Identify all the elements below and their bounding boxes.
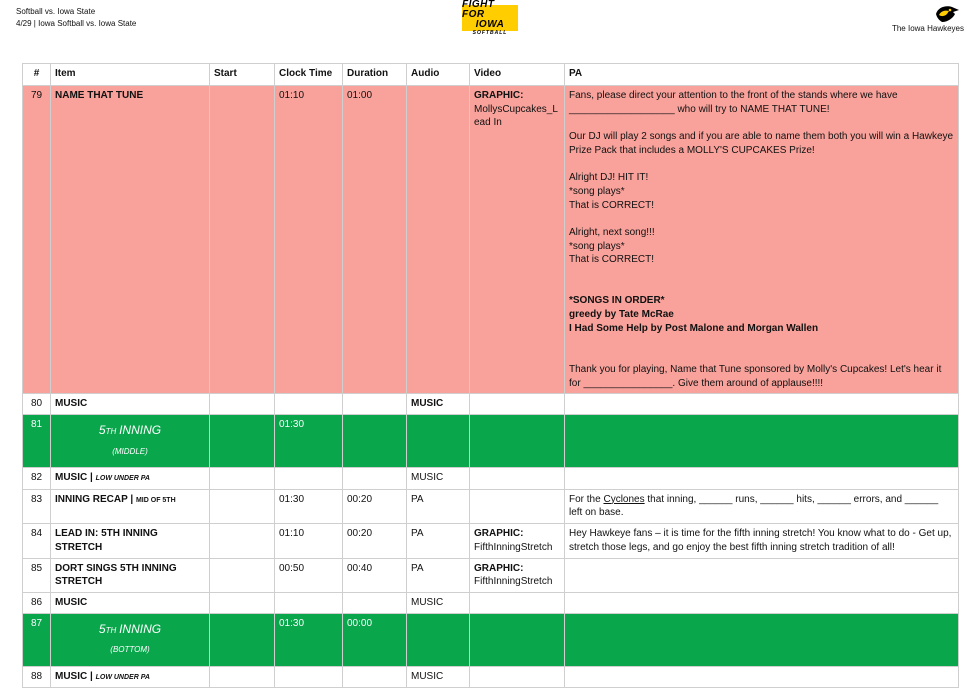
item-label: INNING RECAP |: [55, 493, 134, 505]
video-file: FifthInningStretch: [474, 576, 553, 588]
row-pa: [565, 86, 959, 394]
pa-underlined-text: Cyclones: [603, 493, 645, 505]
inning-number: 5: [98, 621, 106, 636]
pa-song1-block: [569, 171, 954, 212]
row-pa: [565, 415, 959, 468]
table-row: [23, 394, 959, 415]
row-clock: [275, 468, 343, 490]
row-video: [470, 613, 565, 666]
row-start: [210, 666, 275, 688]
inning-sub: (BOTTOM): [110, 645, 150, 655]
page-header: [16, 6, 136, 30]
event-subtitle: 4/29 | Iowa Softball vs. Iowa State: [16, 19, 137, 28]
video-label: GRAPHIC:: [474, 528, 524, 540]
table-row: [23, 415, 959, 468]
row-clock: 01:30: [275, 415, 343, 468]
table-row: [23, 613, 959, 666]
row-start: [210, 415, 275, 468]
row-duration: [343, 666, 407, 688]
row-duration: 00:40: [343, 558, 407, 592]
fight-for-iowa-logo: [462, 0, 518, 36]
row-video: [470, 558, 565, 592]
table-row: [23, 592, 959, 613]
pa-text: For the: [569, 493, 601, 505]
pa-outro: Thank you for playing, Name that Tune sponsored by Molly's Cupcakes! Let's hear it for ________________. Give them around of applause!!!!: [569, 363, 942, 389]
row-start: [210, 613, 275, 666]
pa-line: *song plays*: [569, 185, 625, 197]
row-number: 88: [23, 666, 51, 688]
row-audio: [407, 613, 470, 666]
songs-title: *SONGS IN ORDER*: [569, 295, 665, 307]
row-duration: 00:20: [343, 489, 407, 523]
row-duration: [343, 592, 407, 613]
pa-line: That is CORRECT!: [569, 199, 655, 211]
row-item: [51, 666, 210, 688]
item-label: MUSIC |: [55, 472, 93, 484]
col-video: Video: [470, 64, 565, 86]
inning-suffix: TH: [105, 427, 117, 437]
row-item: NAME THAT TUNE: [51, 86, 210, 394]
row-item: [51, 489, 210, 523]
row-clock: 01:30: [275, 613, 343, 666]
row-start: [210, 558, 275, 592]
video-file: MollysCupcakes_Lead In: [474, 103, 558, 129]
pa-line: That is CORRECT!: [569, 254, 655, 266]
pa-intro: Fans, please direct your attention to the front of the stands where we have ___________________ who will try to NAME THAT TUNE!: [569, 90, 898, 115]
songs-list: [569, 294, 954, 335]
row-number: 82: [23, 468, 51, 490]
item-note: LOW UNDER PA: [95, 673, 150, 681]
row-start: [210, 468, 275, 490]
rundown-table: [22, 63, 959, 688]
song-item: I Had Some Help by Post Malone and Morgan Wallen: [569, 322, 819, 334]
table-row: [23, 524, 959, 558]
table-header-row: [23, 64, 959, 86]
pa-line: *song plays*: [569, 240, 625, 252]
row-video: [470, 394, 565, 415]
row-audio: PA: [407, 524, 470, 558]
row-item: MUSIC: [51, 592, 210, 613]
row-number: 79: [23, 86, 51, 394]
row-audio: MUSIC: [407, 468, 470, 490]
row-clock: 01:30: [275, 489, 343, 523]
row-number: 83: [23, 489, 51, 523]
row-duration: 01:00: [343, 86, 407, 394]
table-row: [23, 86, 959, 394]
row-video: [470, 524, 565, 558]
row-video: [470, 468, 565, 490]
row-audio: MUSIC: [407, 666, 470, 688]
row-video: [470, 592, 565, 613]
inning-suffix: TH: [105, 625, 117, 635]
table-row: [23, 666, 959, 688]
row-number: 87: [23, 613, 51, 666]
logo-line1: FIGHT FOR: [462, 0, 495, 20]
inning-label: [51, 613, 210, 666]
row-number: 84: [23, 524, 51, 558]
item-note: LOW UNDER PA: [95, 475, 150, 483]
row-clock: 00:50: [275, 558, 343, 592]
row-pa: [565, 394, 959, 415]
pa-rules: Our DJ will play 2 songs and if you are able to name them both you will win a Hawkeye Prize Pack that includes a MOLLY'S CUPCAKES Prize!: [569, 131, 954, 156]
row-audio: [407, 86, 470, 394]
inning-number: 5: [98, 423, 106, 438]
inning-word: INNING: [119, 621, 162, 636]
row-start: [210, 524, 275, 558]
row-item: DORT SINGS 5TH INNING STRETCH: [51, 558, 210, 592]
row-duration: 00:20: [343, 524, 407, 558]
row-clock: [275, 592, 343, 613]
row-start: [210, 394, 275, 415]
row-audio: PA: [407, 558, 470, 592]
table-row: [23, 468, 959, 490]
row-clock: [275, 666, 343, 688]
table-row: [23, 489, 959, 523]
row-item: [51, 468, 210, 490]
row-clock: [275, 394, 343, 415]
hawkeye-logo-icon: [934, 4, 960, 24]
row-start: [210, 592, 275, 613]
row-number: 86: [23, 592, 51, 613]
inning-word: INNING: [119, 423, 162, 438]
row-video: [470, 86, 565, 394]
col-start: Start: [210, 64, 275, 86]
row-pa: Hey Hawkeye fans – it is time for the fifth inning stretch! You know what to do - Get up, stretch those legs, and go enjoy the best fifth inning stretch tradition of all!: [565, 524, 959, 558]
row-audio: PA: [407, 489, 470, 523]
row-clock: 01:10: [275, 524, 343, 558]
row-number: 85: [23, 558, 51, 592]
row-clock: 01:10: [275, 86, 343, 394]
video-label: GRAPHIC:: [474, 562, 524, 574]
logo-line3: SOFTBALL: [472, 30, 508, 36]
row-pa: [565, 592, 959, 613]
row-item: LEAD IN: 5TH INNING STRETCH: [51, 524, 210, 558]
inning-label: [51, 415, 210, 468]
video-file: FifthInningStretch: [474, 541, 553, 553]
col-audio: Audio: [407, 64, 470, 86]
row-pa: [565, 613, 959, 666]
row-video: [470, 666, 565, 688]
item-note: MID OF 5TH: [135, 496, 176, 504]
row-duration: [343, 468, 407, 490]
col-item: Item: [51, 64, 210, 86]
logo-line2: IOWA: [475, 19, 505, 30]
table-row: [23, 558, 959, 592]
row-pa: [565, 468, 959, 490]
row-item: MUSIC: [51, 394, 210, 415]
row-duration: 00:00: [343, 613, 407, 666]
inning-sub: (MIDDLE): [112, 446, 148, 456]
row-pa: [565, 666, 959, 688]
row-pa: [565, 489, 959, 523]
row-duration: [343, 415, 407, 468]
row-number: 81: [23, 415, 51, 468]
row-video: [470, 489, 565, 523]
col-clock-time: Clock Time: [275, 64, 343, 86]
pa-song2-block: [569, 226, 954, 267]
row-start: [210, 489, 275, 523]
item-label: MUSIC |: [55, 670, 93, 682]
col-pa: PA: [565, 64, 959, 86]
org-name: The Iowa Hawkeyes: [891, 24, 964, 33]
pa-line: Alright DJ! HIT IT!: [569, 172, 649, 184]
event-title: Softball vs. Iowa State: [16, 7, 96, 16]
row-video: [470, 415, 565, 468]
row-pa: [565, 558, 959, 592]
row-duration: [343, 394, 407, 415]
pa-text: that inning, ______ runs, ______ hits, ______ errors, and ______ left on base.: [569, 493, 939, 519]
col-number: #: [23, 64, 51, 86]
pa-line: Alright, next song!!!: [569, 226, 655, 238]
row-audio: MUSIC: [407, 592, 470, 613]
row-start: [210, 86, 275, 394]
row-audio: [407, 415, 470, 468]
video-label: GRAPHIC:: [474, 90, 524, 101]
row-number: 80: [23, 394, 51, 415]
song-item: greedy by Tate McRae: [569, 309, 674, 321]
col-duration: Duration: [343, 64, 407, 86]
row-audio: MUSIC: [407, 394, 470, 415]
